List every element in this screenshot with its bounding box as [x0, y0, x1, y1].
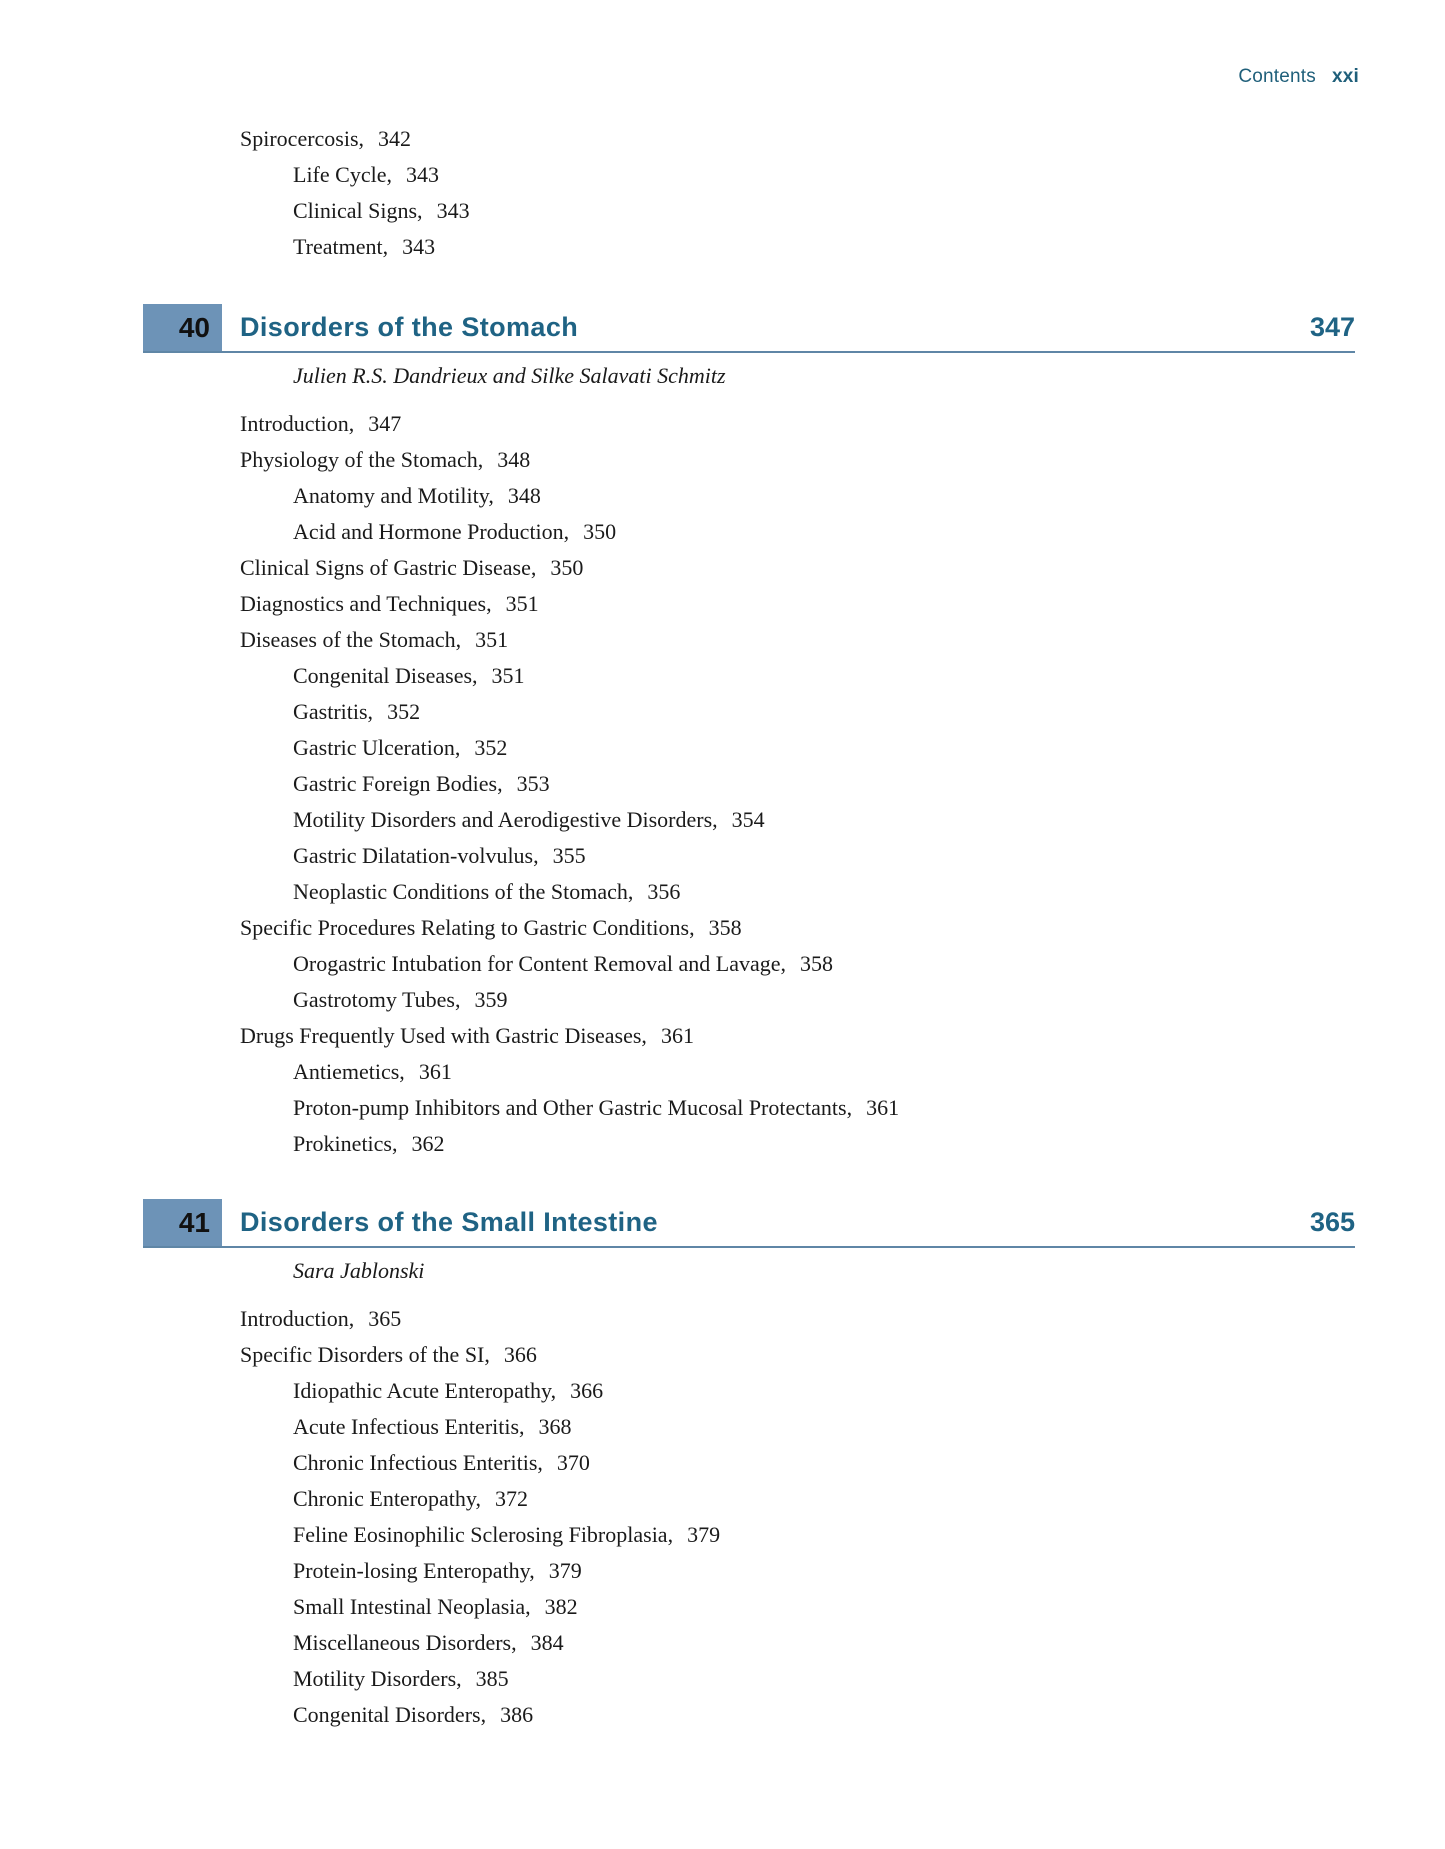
running-head	[1238, 66, 1359, 88]
toc-entry	[293, 987, 507, 1013]
chapter-page: 347	[1309, 312, 1355, 342]
toc-entry-page: 343	[436, 198, 470, 223]
toc-entry-title: Feline Eosinophilic Sclerosing Fibroplasia,	[293, 1522, 674, 1547]
toc-entry-title: Gastric Foreign Bodies,	[293, 771, 503, 796]
toc-entry	[293, 162, 439, 188]
toc-entry	[293, 1095, 899, 1121]
toc-entry-title: Neoplastic Conditions of the Stomach,	[293, 879, 634, 904]
toc-entry-title: Small Intestinal Neoplasia,	[293, 1594, 531, 1619]
toc-entry	[293, 1630, 564, 1656]
chapter-number: 41	[143, 1199, 222, 1246]
toc-entry-page: 355	[552, 843, 586, 868]
toc-entry-title: Diagnostics and Techniques,	[240, 591, 492, 616]
toc-entry	[293, 1666, 509, 1692]
toc-entry	[293, 1702, 533, 1728]
toc-entry-page: 351	[475, 627, 509, 652]
toc-entry	[293, 879, 680, 905]
toc-entry-title: Congenital Diseases,	[293, 663, 478, 688]
toc-entry	[293, 951, 833, 977]
toc-entry-page: 350	[550, 555, 584, 580]
toc-entry-page: 348	[497, 447, 531, 472]
toc-entry-title: Anatomy and Motility,	[293, 483, 494, 508]
toc-entry	[240, 411, 401, 437]
toc-entry	[293, 1558, 582, 1584]
toc-entry-page: 351	[505, 591, 539, 616]
toc-entry-page: 356	[647, 879, 681, 904]
toc-entry	[293, 519, 616, 545]
toc-entry-title: Clinical Signs,	[293, 198, 423, 223]
toc-entry-page: 386	[500, 1702, 534, 1727]
toc-entry-page: 350	[583, 519, 617, 544]
toc-entry-title: Introduction,	[240, 411, 355, 436]
toc-entry-page: 379	[548, 1558, 582, 1583]
toc-entry	[293, 807, 765, 833]
toc-entry	[293, 1414, 572, 1440]
toc-entry	[293, 1131, 445, 1157]
toc-entry-title: Acid and Hormone Production,	[293, 519, 570, 544]
toc-entry-title: Gastric Ulceration,	[293, 735, 461, 760]
toc-entry-page: 359	[474, 987, 508, 1012]
toc-entry-title: Specific Disorders of the SI,	[240, 1342, 490, 1367]
toc-entry-page: 368	[538, 1414, 572, 1439]
toc-entry-page: 384	[530, 1630, 564, 1655]
toc-entry-page: 353	[516, 771, 550, 796]
toc-entry-title: Gastric Dilatation-volvulus,	[293, 843, 539, 868]
toc-entry-page: 370	[556, 1450, 590, 1475]
toc-entry	[293, 1378, 603, 1404]
toc-entry-page: 366	[570, 1378, 604, 1403]
toc-entry	[293, 663, 525, 689]
toc-entry-title: Gastritis,	[293, 699, 374, 724]
toc-entry-page: 361	[660, 1023, 694, 1048]
chapter-authors: Sara Jablonski	[293, 1258, 425, 1283]
toc-entry	[293, 198, 470, 224]
toc-entry-title: Drugs Frequently Used with Gastric Diseases,	[240, 1023, 647, 1048]
toc-entry	[240, 591, 539, 617]
toc-entry-page: 348	[507, 483, 541, 508]
toc-entry-title: Idiopathic Acute Enteropathy,	[293, 1378, 557, 1403]
toc-entry-title: Clinical Signs of Gastric Disease,	[240, 555, 537, 580]
toc-entry	[293, 1522, 720, 1548]
toc-entry	[293, 699, 420, 725]
chapter-page: 365	[1309, 1207, 1355, 1237]
toc-entry	[240, 627, 508, 653]
chapter-number: 40	[143, 304, 222, 351]
toc-entry-page: 372	[494, 1486, 528, 1511]
toc-entry-page: 354	[731, 807, 765, 832]
toc-entry	[293, 483, 541, 509]
toc-entry-title: Miscellaneous Disorders,	[293, 1630, 517, 1655]
toc-entry-title: Specific Procedures Relating to Gastric Conditions,	[240, 915, 695, 940]
toc-entry-title: Protein-losing Enteropathy,	[293, 1558, 535, 1583]
toc-entry-title: Physiology of the Stomach,	[240, 447, 484, 472]
toc-entry	[293, 1450, 590, 1476]
toc-entry	[240, 447, 530, 473]
toc-entry	[293, 1486, 528, 1512]
toc-entry-title: Antiemetics,	[293, 1059, 405, 1084]
toc-entry-page: 361	[418, 1059, 452, 1084]
toc-entry	[293, 1059, 452, 1085]
toc-entry	[240, 126, 411, 152]
toc-entry-page: 358	[800, 951, 834, 976]
toc-entry-page: 352	[387, 699, 421, 724]
toc-entry-page: 365	[368, 1306, 402, 1331]
toc-entry-page: 362	[411, 1131, 445, 1156]
toc-entry-page: 358	[708, 915, 742, 940]
toc-entry	[240, 1342, 537, 1368]
toc-entry-title: Acute Infectious Enteritis,	[293, 1414, 525, 1439]
toc-entry-title: Prokinetics,	[293, 1131, 398, 1156]
page-folio: xxi	[1331, 66, 1359, 87]
chapter-heading	[143, 304, 1355, 353]
toc-entry	[240, 1023, 694, 1049]
toc-entry-title: Spirocercosis,	[240, 126, 365, 151]
toc-entry-title: Gastrotomy Tubes,	[293, 987, 461, 1012]
toc-entry-page: 347	[368, 411, 402, 436]
toc-entry-title: Orogastric Intubation for Content Removal and Lavage,	[293, 951, 787, 976]
chapter-heading	[143, 1199, 1355, 1248]
toc-entry-page: 343	[402, 234, 436, 259]
chapter-authors: Julien R.S. Dandrieux and Silke Salavati Schmitz	[293, 363, 726, 388]
toc-entry-title: Introduction,	[240, 1306, 355, 1331]
toc-entry-title: Treatment,	[293, 234, 389, 259]
toc-entry-title: Life Cycle,	[293, 162, 392, 187]
toc-entry-title: Diseases of the Stomach,	[240, 627, 462, 652]
toc-entry	[293, 771, 550, 797]
toc-entry-title: Congenital Disorders,	[293, 1702, 487, 1727]
toc-entry-page: 366	[503, 1342, 537, 1367]
toc-entry	[240, 555, 583, 581]
toc-entry-title: Proton-pump Inhibitors and Other Gastric Mucosal Protectants,	[293, 1095, 853, 1120]
toc-entry-page: 342	[378, 126, 412, 151]
running-head-label: Contents	[1238, 66, 1316, 87]
toc-entry	[293, 843, 586, 869]
toc-entry-page: 379	[687, 1522, 721, 1547]
toc-entry-page: 351	[491, 663, 525, 688]
toc-entry	[293, 735, 507, 761]
toc-entry-title: Motility Disorders and Aerodigestive Disorders,	[293, 807, 718, 832]
toc-entry-page: 382	[544, 1594, 578, 1619]
chapter-title: Disorders of the Small Intestine	[240, 1207, 658, 1237]
toc-entry-title: Chronic Enteropathy,	[293, 1486, 481, 1511]
toc-entry	[293, 1594, 578, 1620]
toc-entry-title: Chronic Infectious Enteritis,	[293, 1450, 543, 1475]
toc-entry-title: Motility Disorders,	[293, 1666, 462, 1691]
toc-entry	[240, 915, 742, 941]
chapter-title: Disorders of the Stomach	[240, 312, 579, 342]
toc-entry-page: 361	[866, 1095, 900, 1120]
toc-entry-page: 343	[405, 162, 439, 187]
toc-entry-page: 385	[475, 1666, 509, 1691]
toc-entry	[293, 234, 435, 260]
toc-entry	[240, 1306, 401, 1332]
toc-entry-page: 352	[474, 735, 508, 760]
